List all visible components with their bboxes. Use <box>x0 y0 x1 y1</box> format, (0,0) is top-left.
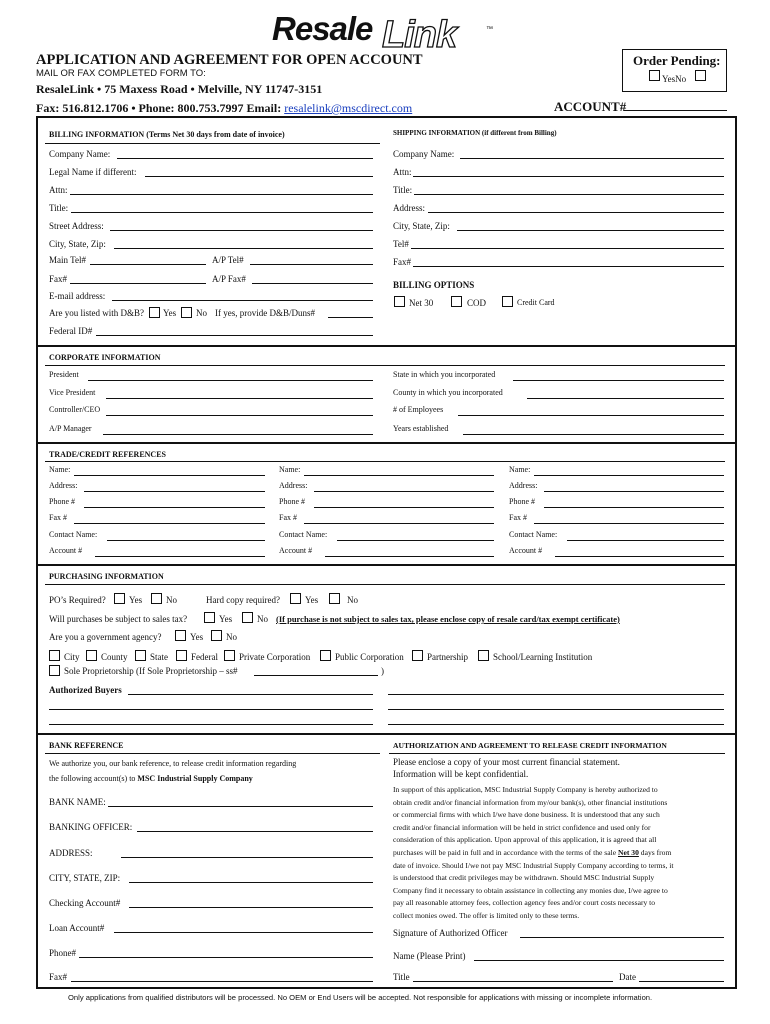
trade2-name-field[interactable] <box>304 475 494 476</box>
trade3-name-field[interactable] <box>534 475 724 476</box>
entity-county-checkbox[interactable] <box>86 650 97 661</box>
dnb-duns-field[interactable] <box>328 317 373 318</box>
entity-city-checkbox[interactable] <box>49 650 60 661</box>
po-yes-label: Yes <box>129 595 143 605</box>
entity-federal-checkbox[interactable] <box>176 650 187 661</box>
bank-city-field[interactable] <box>129 882 373 883</box>
bank-name-field[interactable] <box>108 806 373 807</box>
auth-line-9: Company find it necessary to obtain assistance in collecting any monies due, I/we agree to <box>393 885 668 895</box>
shipping-fax-label: Fax# <box>393 257 411 267</box>
auth-date-label: Date <box>619 972 636 982</box>
cod-label: COD <box>467 298 487 308</box>
hard-copy-no-label: No <box>347 595 358 605</box>
years-field[interactable] <box>463 434 724 435</box>
trade2-address-label: Address: <box>279 481 308 490</box>
trade1-contact-label: Contact Name: <box>49 530 98 539</box>
entity-public-corp-checkbox[interactable] <box>320 650 331 661</box>
billing-ap-fax-field[interactable] <box>252 283 373 284</box>
shipping-attn-label: Attn: <box>393 167 412 177</box>
contact-info <box>36 102 412 114</box>
purchasing-heading-rule <box>45 584 725 585</box>
president-field[interactable] <box>88 380 373 381</box>
bank-officer-label: BANKING OFFICER: <box>49 822 133 832</box>
trade1-address-field[interactable] <box>84 491 265 492</box>
shipping-heading: SHIPPING INFORMATION (if different from Billing) <box>393 129 557 137</box>
county-inc-field[interactable] <box>527 398 724 399</box>
shipping-tel-label: Tel# <box>393 239 409 249</box>
billing-legal-name-field[interactable] <box>145 176 373 177</box>
contact-text: Fax: 516.812.1706 • Phone: 800.753.7997 Email: <box>36 101 285 115</box>
sole-prop-ss-field[interactable] <box>254 675 378 676</box>
trade-section-rule <box>38 442 735 444</box>
auth-date-field[interactable] <box>639 981 724 982</box>
resalelink-logo <box>272 8 502 54</box>
order-pending-yes-no-label: YesNo <box>662 74 687 84</box>
form-title: APPLICATION AND AGREEMENT FOR OPEN ACCOUNT <box>36 52 423 68</box>
auth-line-5: consideration of this application. Upon approval of this application, it is agreed that all <box>393 835 657 845</box>
billing-email-field[interactable] <box>112 300 373 301</box>
dnb-duns-label: If yes, provide D&B/Duns# <box>215 308 315 318</box>
billing-ap-tel-label: A/P Tel# <box>212 255 244 265</box>
bank-name-label: BANK NAME: <box>49 797 106 807</box>
bank-phone-field[interactable] <box>79 957 373 958</box>
shipping-address-field[interactable] <box>428 212 724 213</box>
trade3-account-field[interactable] <box>555 556 724 557</box>
employees-field[interactable] <box>458 415 724 416</box>
account-label: ACCOUNT# <box>554 99 627 114</box>
bank-address-field[interactable] <box>121 857 373 858</box>
sales-tax-no-checkbox[interactable] <box>242 612 253 623</box>
shipping-city-field[interactable] <box>457 230 724 231</box>
auth-title-field[interactable] <box>413 981 613 982</box>
years-label: Years established <box>393 424 449 433</box>
logo-resale: Resale <box>272 10 373 47</box>
po-no-checkbox[interactable] <box>151 593 162 604</box>
auth-line-11: collect monies owed. The offer is limited only to these terms. <box>393 910 580 920</box>
form-subtitle: MAIL OR FAX COMPLETED FORM TO: <box>36 68 206 79</box>
po-yes-checkbox[interactable] <box>114 593 125 604</box>
billing-title-label: Title: <box>49 203 69 213</box>
state-inc-field[interactable] <box>513 380 724 381</box>
billing-street-label: Street Address: <box>49 221 104 231</box>
government-no-label: No <box>226 632 237 642</box>
corporate-section-rule <box>38 345 735 347</box>
billing-email-label: E-mail address: <box>49 291 106 301</box>
ap-manager-label: A/P Manager <box>49 424 92 433</box>
trade2-contact-field[interactable] <box>337 540 494 541</box>
trade3-fax-label: Fax # <box>509 513 527 522</box>
trade3-phone-field[interactable] <box>544 507 724 508</box>
controller-label: Controller/CEO <box>49 405 101 414</box>
sales-tax-question: Will purchases be subject to sales tax? <box>49 614 188 624</box>
trade1-account-label: Account # <box>49 546 83 555</box>
net30-label: Net 30 <box>409 298 434 308</box>
billing-attn-label: Attn: <box>49 185 68 195</box>
bank-officer-field[interactable] <box>137 831 373 832</box>
billing-company-field[interactable] <box>117 158 373 159</box>
shipping-company-field[interactable] <box>460 158 724 159</box>
trade3-contact-label: Contact Name: <box>509 530 558 539</box>
dnb-question: Are you listed with D&B? <box>49 308 144 318</box>
trade2-account-field[interactable] <box>325 556 494 557</box>
entity-public-corp-label: Public Corporation <box>335 652 404 662</box>
trade3-name-label: Name: <box>509 465 531 474</box>
billing-street-field[interactable] <box>110 230 373 231</box>
trade3-account-label: Account # <box>509 546 543 555</box>
trade1-name-field[interactable] <box>74 475 265 476</box>
auth-line-10: pay all reasonable attorney fees, collection agency fees and/or court costs necessary to <box>393 898 656 908</box>
entity-private-corp-label: Private Corporation <box>239 652 311 662</box>
dnb-yes-checkbox[interactable] <box>149 307 160 318</box>
trade1-contact-field[interactable] <box>107 540 265 541</box>
authorized-buyer-6[interactable] <box>388 724 724 725</box>
auth-title-label: Title <box>393 972 410 982</box>
entity-county-label: County <box>101 652 128 662</box>
trade-heading: TRADE/CREDIT REFERENCES <box>49 450 166 459</box>
mail-address: ResaleLink • 75 Maxess Road • Melville, NY 11747-3151 <box>36 82 323 96</box>
loan-field[interactable] <box>114 932 373 933</box>
trade2-name-label: Name: <box>279 465 301 474</box>
purchasing-heading: PURCHASING INFORMATION <box>49 572 164 581</box>
ap-manager-field[interactable] <box>103 434 373 435</box>
auth-line-1: In support of this application, MSC Industrial Supply Company is hereby authorized to <box>393 785 658 794</box>
po-required-label: PO’s Required? <box>49 595 106 605</box>
signature-field[interactable] <box>520 937 724 938</box>
hard-copy-yes-checkbox[interactable] <box>290 593 301 604</box>
trade2-phone-label: Phone # <box>279 497 305 506</box>
bank-city-label: CITY, STATE, ZIP: <box>49 873 121 883</box>
sales-tax-yes-label: Yes <box>219 614 233 624</box>
billing-city-label: City, State, Zip: <box>49 239 106 249</box>
billing-ap-tel-field[interactable] <box>250 264 373 265</box>
trade3-fax-field[interactable] <box>534 523 724 524</box>
billing-fax-label: Fax# <box>49 274 67 284</box>
trade3-phone-label: Phone # <box>509 497 535 506</box>
signature-label: Signature of Authorized Officer <box>393 928 508 938</box>
bank-intro-company: MSC Industrial Supply Company <box>137 774 253 783</box>
billing-heading-rule <box>45 143 380 144</box>
authorized-buyer-3[interactable] <box>49 709 373 710</box>
bank-fax-label: Fax# <box>49 972 67 982</box>
billing-main-tel-label: Main Tel# <box>49 255 86 265</box>
trade1-fax-label: Fax # <box>49 513 67 522</box>
sole-prop-label: Sole Proprietorship (If Sole Proprietorship – ss# <box>64 666 238 676</box>
billing-heading: BILLING INFORMATION (Terms Net 30 days from date of invoice) <box>49 130 285 139</box>
controller-field[interactable] <box>106 415 373 416</box>
billing-options-heading: BILLING OPTIONS <box>393 280 475 290</box>
sole-prop-checkbox[interactable] <box>49 665 60 676</box>
federal-id-label: Federal ID# <box>49 326 93 336</box>
president-label: President <box>49 370 79 379</box>
sales-tax-note: (If purchase is not subject to sales tax, please enclose copy of resale card/tax exempt certificate) <box>276 614 620 624</box>
trade1-phone-label: Phone # <box>49 497 75 506</box>
auth-days-from: days from <box>638 847 672 857</box>
trade-heading-rule <box>45 461 725 462</box>
billing-ap-fax-label: A/P Fax# <box>212 274 246 284</box>
authorization-paragraph <box>393 784 728 923</box>
bank-intro-prefix: the following account(s) to <box>49 774 138 783</box>
order-pending-yes-checkbox[interactable] <box>649 70 660 81</box>
trade1-phone-field[interactable] <box>84 507 265 508</box>
credit-card-checkbox[interactable] <box>502 296 513 307</box>
trade2-contact-label: Contact Name: <box>279 530 328 539</box>
auth-line-4: credit and/or financial information will be held in strict confidence and used only for <box>393 822 651 832</box>
shipping-fax-field[interactable] <box>413 266 724 267</box>
authorized-buyers-label: Authorized Buyers <box>49 685 122 695</box>
name-print-label: Name (Please Print) <box>393 951 466 961</box>
bank-section-rule <box>38 733 735 735</box>
bank-fax-field[interactable] <box>71 981 373 982</box>
auth-line-3: or commercial firms with which I/we have done business. It is understood that any such <box>393 810 660 820</box>
checking-field[interactable] <box>129 907 373 908</box>
federal-id-field[interactable] <box>96 335 373 336</box>
shipping-tel-field[interactable] <box>411 248 724 249</box>
account-field[interactable] <box>624 110 727 111</box>
corporate-heading: CORPORATE INFORMATION <box>49 353 161 362</box>
entity-state-checkbox[interactable] <box>135 650 146 661</box>
government-question: Are you a government agency? <box>49 632 162 642</box>
auth-line-6-text: purchases will be paid in full and in accordance with the terms of the sale <box>393 847 618 857</box>
authorized-buyer-1[interactable] <box>128 694 373 695</box>
po-no-label: No <box>166 595 177 605</box>
trade2-account-label: Account # <box>279 546 313 555</box>
entity-private-corp-checkbox[interactable] <box>224 650 235 661</box>
dnb-no-checkbox[interactable] <box>181 307 192 318</box>
entity-city-label: City <box>64 652 80 662</box>
trade1-account-field[interactable] <box>95 556 265 557</box>
footer-disclaimer: Only applications from qualified distributors will be processed. No OEM or End Users will be accepted. Not responsible for applications with missing or incomplete information. <box>68 993 653 1002</box>
authorization-heading-rule <box>389 753 725 754</box>
government-yes-label: Yes <box>190 632 204 642</box>
enclose-line2: Information will be kept confidential. <box>393 769 529 779</box>
billing-legal-name-label: Legal Name if different: <box>49 167 137 177</box>
shipping-attn-field[interactable] <box>413 176 724 177</box>
order-pending-label: Order Pending: <box>633 53 721 68</box>
bank-intro-line2 <box>49 775 253 783</box>
entity-federal-label: Federal <box>191 652 218 662</box>
billing-title-field[interactable] <box>71 212 373 213</box>
shipping-title-label: Title: <box>393 185 413 195</box>
name-print-field[interactable] <box>474 960 724 961</box>
loan-label: Loan Account# <box>49 923 105 933</box>
bank-address-label: ADDRESS: <box>49 848 93 858</box>
trade2-phone-field[interactable] <box>314 507 494 508</box>
enclose-line1: Please enclose a copy of your most current financial statement. <box>393 757 620 767</box>
government-no-checkbox[interactable] <box>211 630 222 641</box>
bank-intro-line1: We authorize you, our bank reference, to release credit information regarding <box>49 759 297 768</box>
sole-prop-close: ) <box>381 666 384 676</box>
trade3-address-field[interactable] <box>544 491 724 492</box>
hard-copy-yes-label: Yes <box>305 595 319 605</box>
vp-field[interactable] <box>106 398 373 399</box>
email-link[interactable]: resalelink@mscdirect.com <box>284 101 413 115</box>
credit-card-label: Credit Card <box>517 298 555 307</box>
order-pending-no-checkbox[interactable] <box>695 70 706 81</box>
corporate-heading-rule <box>45 365 725 366</box>
checking-label: Checking Account# <box>49 898 121 908</box>
auth-line-6 <box>393 847 728 860</box>
trade2-address-field[interactable] <box>314 491 494 492</box>
shipping-title-field[interactable] <box>414 194 724 195</box>
entity-partnership-checkbox[interactable] <box>412 650 423 661</box>
trade1-address-label: Address: <box>49 481 78 490</box>
vp-label: Vice President <box>49 388 96 397</box>
dnb-no-label: No <box>196 308 207 318</box>
shipping-company-label: Company Name: <box>393 149 455 159</box>
government-yes-checkbox[interactable] <box>175 630 186 641</box>
hard-copy-label: Hard copy required? <box>206 595 280 605</box>
entity-school-label: School/Learning Institution <box>493 652 593 662</box>
authorization-heading: AUTHORIZATION AND AGREEMENT TO RELEASE CREDIT INFORMATION <box>393 741 667 750</box>
sales-tax-yes-checkbox[interactable] <box>204 612 215 623</box>
billing-company-label: Company Name: <box>49 149 111 159</box>
bank-heading: BANK REFERENCE <box>49 741 124 750</box>
auth-line-7: date of invoice. Should I/we not pay MSC Industrial Supply Company according to terms, it <box>393 860 674 870</box>
auth-line-8: is understood that credit privileges may be withdrawn. Should MSC Industrial Supply <box>393 873 655 883</box>
billing-main-tel-field[interactable] <box>90 264 206 265</box>
cod-checkbox[interactable] <box>451 296 462 307</box>
state-inc-label: State in which you incorporated <box>393 370 496 379</box>
net30-checkbox[interactable] <box>394 296 405 307</box>
employees-label: # of Employees <box>393 405 444 414</box>
trade1-name-label: Name: <box>49 465 71 474</box>
billing-fax-field[interactable] <box>70 283 206 284</box>
logo-link: Link <box>382 14 457 56</box>
bank-phone-label: Phone# <box>49 948 76 958</box>
shipping-city-label: City, State, Zip: <box>393 221 450 231</box>
entity-school-checkbox[interactable] <box>478 650 489 661</box>
entity-partnership-label: Partnership <box>427 652 468 662</box>
sales-tax-no-label: No <box>257 614 268 624</box>
county-inc-label: County in which you incorporated <box>393 388 503 397</box>
bank-heading-rule <box>45 753 380 754</box>
trade3-address-label: Address: <box>509 481 538 490</box>
auth-net30: Net 30 <box>618 847 639 857</box>
hard-copy-no-checkbox[interactable] <box>329 593 340 604</box>
dnb-yes-label: Yes <box>163 308 177 318</box>
authorized-buyer-2[interactable] <box>388 694 724 695</box>
purchasing-section-rule <box>38 564 735 566</box>
entity-state-label: State <box>150 652 168 662</box>
billing-city-field[interactable] <box>114 248 373 249</box>
shipping-address-label: Address: <box>393 203 425 213</box>
logo-trademark: ™ <box>486 26 493 33</box>
billing-attn-field[interactable] <box>70 194 373 195</box>
authorized-buyer-4[interactable] <box>388 709 724 710</box>
auth-line-2: obtain credit and/or financial information from my/our bank(s), other financial institutions <box>393 797 668 807</box>
trade1-fax-field[interactable] <box>74 523 265 524</box>
authorized-buyer-5[interactable] <box>49 724 373 725</box>
trade3-contact-field[interactable] <box>567 540 724 541</box>
order-pending-box <box>622 49 727 92</box>
trade2-fax-label: Fax # <box>279 513 297 522</box>
trade2-fax-field[interactable] <box>304 523 494 524</box>
